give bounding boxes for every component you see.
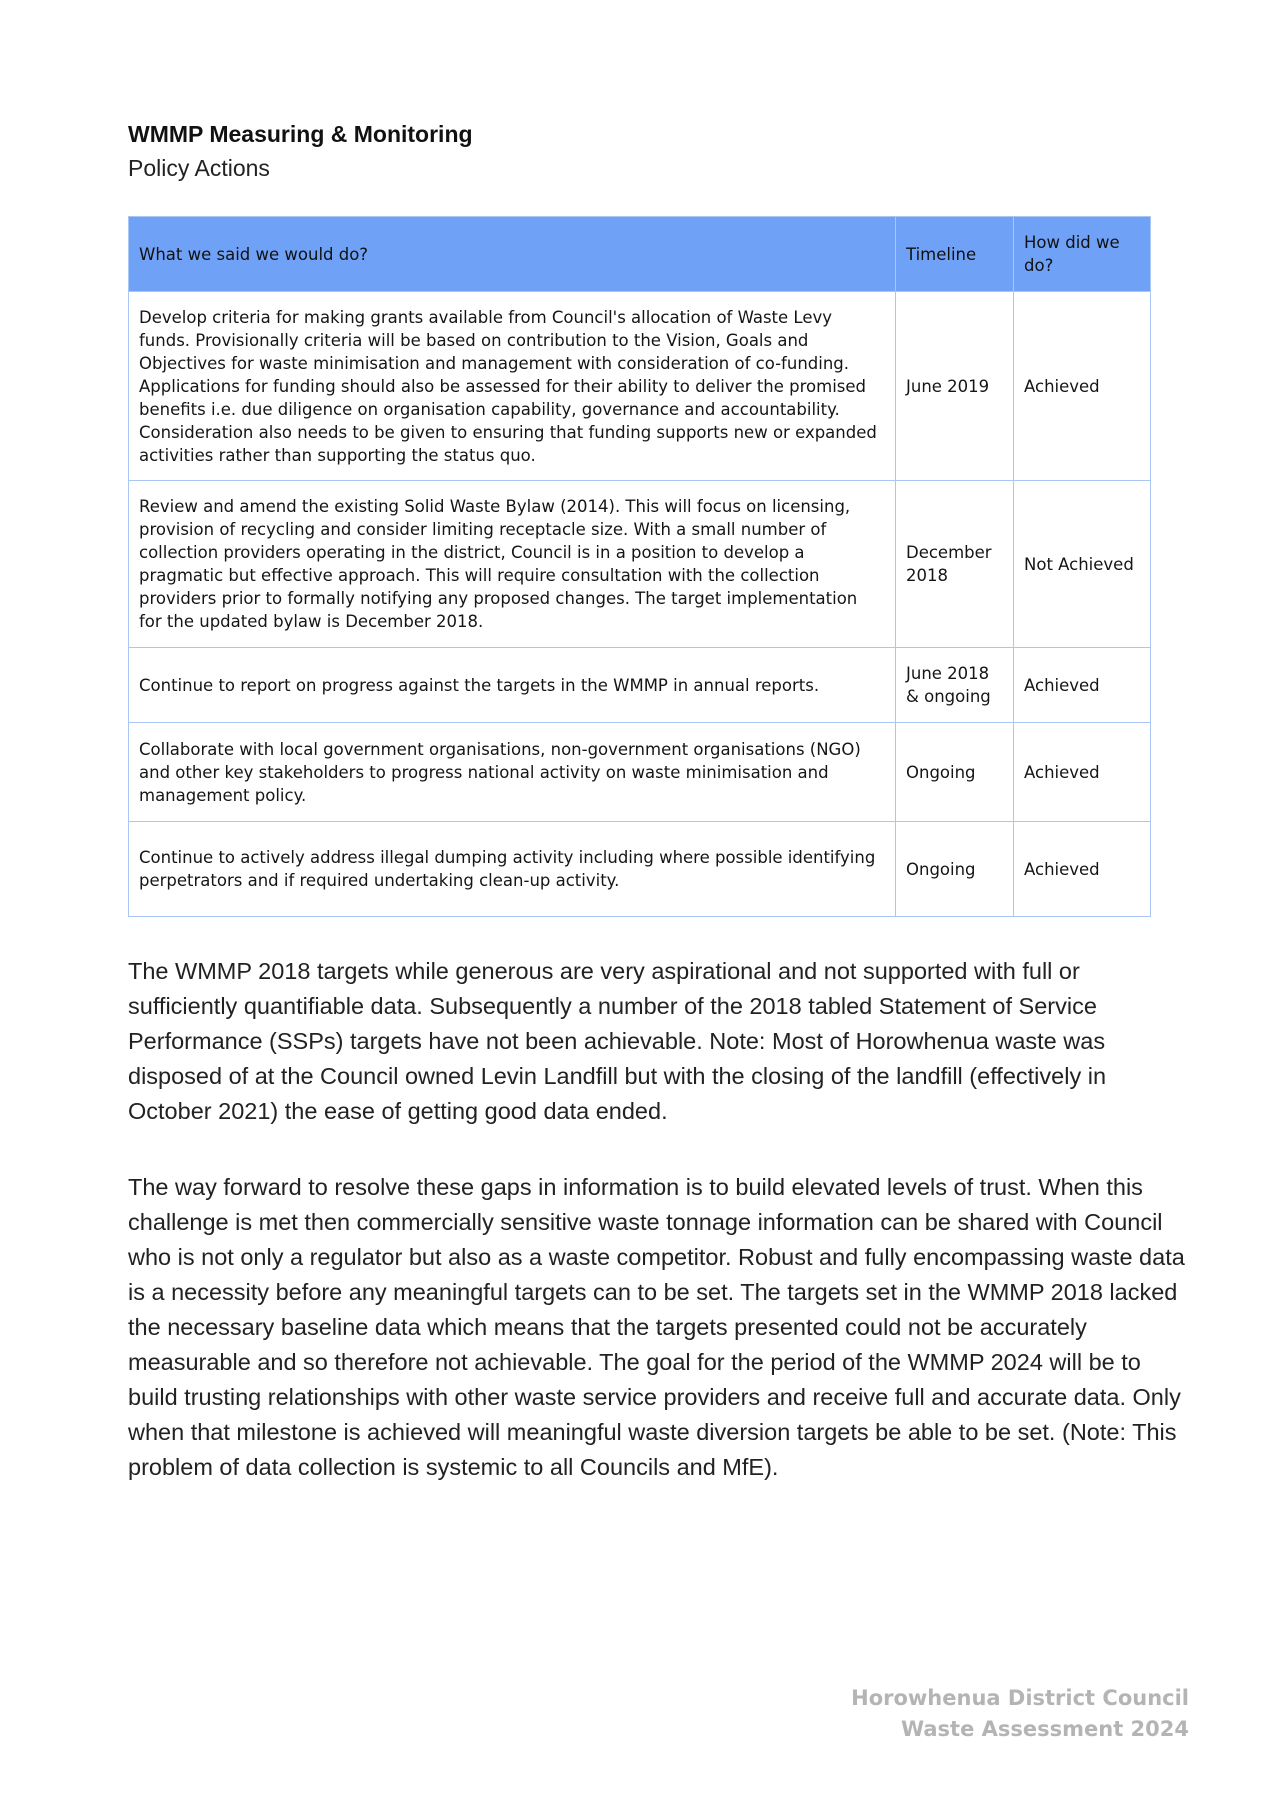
footer-document-title: Waste Assessment 2024 [900,1717,1189,1741]
header-timeline: Timeline [896,217,1014,292]
timeline-cell: June 2018 & ongoing [896,648,1014,723]
section-subtitle: Policy Actions [128,155,270,181]
table-row [129,292,1151,481]
table-row [129,723,1151,822]
table-header-row [129,217,1151,292]
section-title: WMMP Measuring & Monitoring [128,121,473,147]
action-cell: Continue to actively address illegal dumping activity including where possible identifying perpetrators and if required undertaking clean-up activity. [129,822,896,917]
page-footer [851,1683,1189,1745]
timeline-cell: Ongoing [896,723,1014,822]
header-action: What we said we would do? [129,217,896,292]
action-cell: Develop criteria for making grants available from Council's allocation of Waste Levy funds. Provisionally criteria will be based on contribution to the Vision, Goals and Objectives for waste minimisation and management with consideration of co-funding. Applications for funding should also be assessed for their ability to deliver the promised benefits i.e. due diligence on organisation capability, governance and accountability. Consideration also needs to be given to ensuring that funding supports new or expanded activities rather than supporting the status quo. [129,292,896,481]
result-cell: Achieved [1014,292,1151,481]
action-cell: Collaborate with local government organisations, non-government organisations (NGO) and other key stakeholders to progress national activity on waste minimisation and management policy. [129,723,896,822]
action-cell: Continue to report on progress against the targets in the WMMP in annual reports. [129,648,896,723]
body-paragraph-1: The WMMP 2018 targets while generous are very aspirational and not supported with full or sufficiently quantifiable data. Subsequently a number of the 2018 tabled Statement of Service Performance (SSPs) targets have not been achievable. Note: Most of Horowhenua waste was disposed of at the Council owned Levin Landfill but with the closing of the landfill (effectively in October 2021) the ease of getting good data ended. [128,958,1107,1124]
table-row [129,648,1151,723]
footer-organisation: Horowhenua District Council [851,1686,1189,1710]
timeline-cell: Ongoing [896,822,1014,917]
document-page [128,118,1188,1480]
result-cell: Achieved [1014,648,1151,723]
timeline-cell: December 2018 [896,481,1014,648]
result-cell: Not Achieved [1014,481,1151,648]
body-paragraph-2: The way forward to resolve these gaps in information is to build elevated levels of trust. When this challenge is met then commercially sensitive waste tonnage information can be shared with Council who is not only a regulator but also as a waste competitor. Robust and fully encompassing waste data is a necessity before any meaningful targets can to be set. The targets set in the WMMP 2018 lacked the necessary baseline data which means that the targets presented could not be accurately measurable and so therefore not achievable. The goal for the period of the WMMP 2024 will be to build trusting relationships with other waste service providers and receive full and accurate data. Only when that milestone is achieved will meaningful waste diversion targets be able to be set. (Note: This problem of data collection is systemic to all Councils and MfE). [128,1174,1185,1480]
result-cell: Achieved [1014,822,1151,917]
table-row [129,481,1151,648]
timeline-cell: June 2019 [896,292,1014,481]
action-cell: Review and amend the existing Solid Waste Bylaw (2014). This will focus on licensing, provision of recycling and consider limiting receptacle size. With a small number of collection providers operating in the district, Council is in a position to develop a pragmatic but effective approach. This will require consultation with the collection providers prior to formally notifying any proposed changes. The target implementation for the updated bylaw is December 2018. [129,481,896,648]
policy-actions-table [128,216,1151,917]
header-result: How did we do? [1014,217,1151,292]
table-row [129,822,1151,917]
result-cell: Achieved [1014,723,1151,822]
